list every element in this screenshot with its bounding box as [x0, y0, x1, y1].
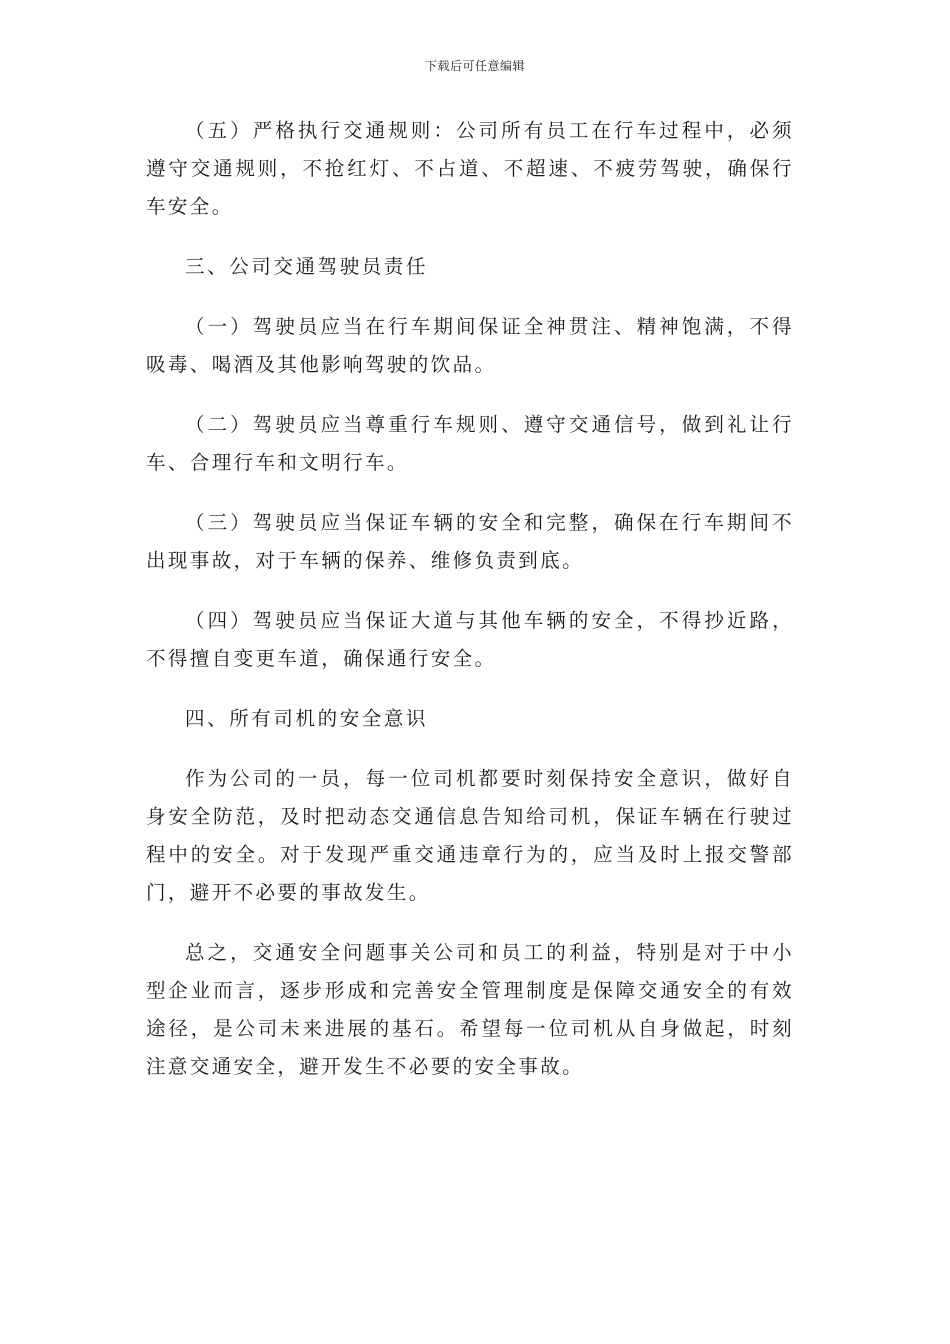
paragraph-safety-awareness: 作为公司的一员，每一位司机都要时刻保持安全意识，做好自身安全防范，及时把动态交通信息告知给司机，保证车辆在行驶过程中的安全。对于发现严重交通违章行为的，应当及时上报交警部门，避开不必要的事故发生。 [146, 767, 794, 904]
paragraph-driver-duty-three: （三）驾驶员应当保证车辆的安全和完整，确保在行车期间不出现事故，对于车辆的保养、维修负责到底。 [146, 511, 794, 572]
page-header-note: 下载后可任意编辑 [424, 59, 525, 73]
document-body [146, 112, 794, 1108]
paragraph-driver-duty-one: （一）驾驶员应当在行车期间保证全神贯注、精神饱满，不得吸毒、喝酒及其他影响驾驶的饮品。 [146, 315, 794, 376]
paragraph-driver-duty-two: （二）驾驶员应当尊重行车规则、遵守交通信号，做到礼让行车、合理行车和文明行车。 [146, 413, 794, 474]
paragraph-driver-duty-four: （四）驾驶员应当保证大道与其他车辆的安全，不得抄近路，不得擅自变更车道，确保通行安全。 [146, 609, 794, 670]
paragraph-conclusion: 总之，交通安全问题事关公司和员工的利益，特别是对于中小型企业而言，逐步形成和完善安全管理制度是保障交通安全的有效途径，是公司未来进展的基石。希望每一位司机从自身做起，时刻注意交通安全，避开发生不必要的安全事故。 [146, 941, 794, 1078]
paragraph-rule-five: （五）严格执行交通规则：公司所有员工在行车过程中，必须遵守交通规则，不抢红灯、不占道、不超速、不疲劳驾驶，确保行车安全。 [146, 119, 794, 218]
section-heading-four: 四、所有司机的安全意识 [185, 707, 429, 730]
section-heading-three: 三、公司交通驾驶员责任 [185, 255, 429, 278]
